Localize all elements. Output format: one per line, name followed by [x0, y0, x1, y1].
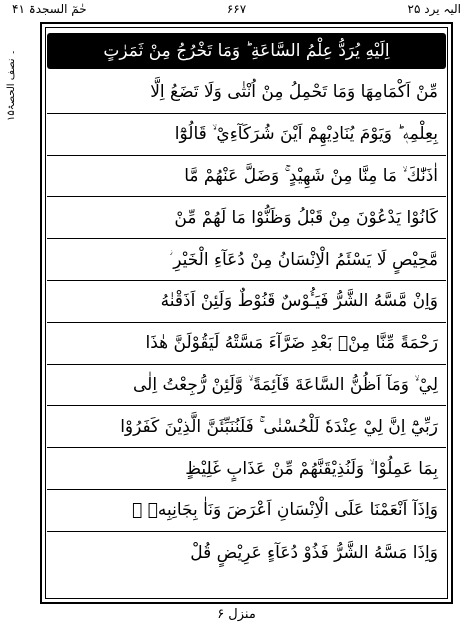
verse-line: وَاِنْ مَّسَّهُ الشَّرُّ فَيَـُٔوْسٌ قَنُوْطٌ وَلَئِنْ اَذَقْنٰهُ: [47, 281, 446, 323]
surah-label: حٰمٓ السجدۃ ۴۱: [12, 2, 87, 16]
verse-line: بِعِلْمِهٖ ؕ وَيَوْمَ يُنَادِيْهِمْ اَيْنَ شُرَكَآءِيْ ۙ قَالُوْٓا: [47, 114, 446, 156]
verse-line: مَّحِيْصٍ لَا يَسْئَمُ الْاِنْسَانُ مِنْ دُعَآءِ الْخَيْرِ ؗ: [47, 239, 446, 281]
verse-line: لِيْ ۙ وَمَآ اَظُنُّ السَّاعَةَ قَآئِمَةً ۙ وَّلَئِنْ رُّجِعْتُ اِلٰى: [47, 365, 446, 407]
juz-heading-banner: اِلَيْهِ يُرَدُّ عِلْمُ السَّاعَةِ ؕ وَمَا تَخْرُجُ مِنْ ثَمَرٰتٍ: [47, 33, 446, 69]
running-head: [12, 2, 461, 20]
verse-lines: [47, 72, 446, 574]
verse-line: بِمَا عَمِلُوْا ۙ وَلَنُذِيْقَنَّهُمْ مِّنْ عَذَابٍ غَلِيْظٍ: [47, 448, 446, 490]
manzil-footer: منزل ۶: [217, 607, 256, 622]
verse-line: مِّنْ اَكْمَامِهَا وَمَا تَحْمِلُ مِنْ اُنْثٰى وَلَا تَضَعُ اِلَّا: [47, 72, 446, 114]
page-number: ۶۶۷: [226, 2, 247, 16]
verse-line: وَاِذَا مَسَّهُ الشَّرُّ فَذُوْ دُعَآءٍ عَرِيْضٍ قُلْ: [190, 542, 438, 563]
verse-line: رَحْمَةً مِّنَّا مِنْۢ بَعْدِ ضَرَّآءَ مَسَّتْهُ لَيَقُوْلَنَّ هٰذَا: [47, 323, 446, 365]
margin-note: ۱۵۔ نصف الحصۃ: [6, 49, 17, 121]
verse-line: اٰذَنّٰكَ ۙ مَا مِنَّا مِنْ شَهِيْدٍ ۚ وَضَلَّ عَنْهُمْ مَّا: [47, 156, 446, 198]
verse-line: كَانُوْا يَدْعُوْنَ مِنْ قَبْلُ وَظَنُّوْا مَا لَهُمْ مِّنْ: [47, 197, 446, 239]
verse-line: وَاِذَآ اَنْعَمْنَا عَلَى الْاِنْسَانِ اَعْرَضَ وَنَاٰ بِجَانِبِهٖ ۚ: [47, 490, 446, 532]
verse-line: رَبِّيْٓ اِنَّ لِيْ عِنْدَهٗ لَلْحُسْنٰى ۚ فَلَنُنَبِّئَنَّ الَّذِيْنَ كَفَرُوْا: [47, 406, 446, 448]
juz-label: الیہ یرد ۲۵: [407, 2, 461, 16]
